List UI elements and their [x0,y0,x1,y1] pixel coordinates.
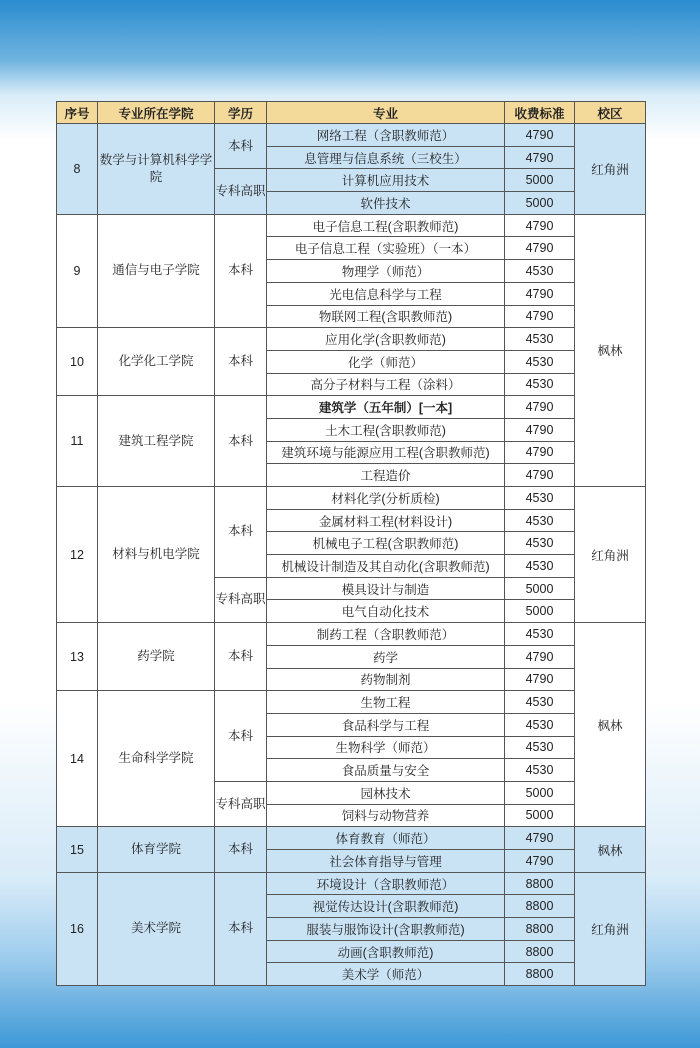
fee-cell: 4530 [505,328,575,351]
level-cell: 本科 [215,214,267,327]
major-cell: 化学（师范） [267,350,505,373]
level-cell: 本科 [215,396,267,487]
level-cell: 本科 [215,623,267,691]
major-cell: 土木工程(含职教师范) [267,418,505,441]
fee-cell: 4530 [505,713,575,736]
major-cell: 饲料与动物营养 [267,804,505,827]
header-major: 专业 [267,102,505,124]
major-cell: 应用化学(含职教师范) [267,328,505,351]
campus-cell: 枫林 [575,827,646,872]
fee-cell: 4530 [505,487,575,510]
major-cell: 制药工程（含职教师范） [267,623,505,646]
major-cell: 电气自动化技术 [267,600,505,623]
header-college: 专业所在学院 [98,102,215,124]
college-cell: 化学化工学院 [98,328,215,396]
major-cell: 园林技术 [267,781,505,804]
major-cell: 高分子材料与工程（涂料） [267,373,505,396]
major-cell: 生物工程 [267,691,505,714]
college-cell: 建筑工程学院 [98,396,215,487]
college-cell: 体育学院 [98,827,215,872]
header-campus: 校区 [575,102,646,124]
major-cell: 社会体育指导与管理 [267,850,505,873]
table-row [57,487,646,510]
fee-cell: 4790 [505,441,575,464]
major-cell: 动画(含职教师范) [267,940,505,963]
major-cell: 物联网工程(含职教师范) [267,305,505,328]
major-cell: 物理学（师范） [267,260,505,283]
major-cell: 食品质量与安全 [267,759,505,782]
fee-cell: 4790 [505,305,575,328]
fee-cell: 8800 [505,895,575,918]
major-cell: 工程造价 [267,464,505,487]
major-cell: 生物科学（师范） [267,736,505,759]
table-row [57,124,646,147]
level-cell: 专科高职 [215,781,267,826]
fee-cell: 4790 [505,668,575,691]
seq-cell: 8 [57,124,98,215]
major-cell: 电子信息工程(含职教师范) [267,214,505,237]
major-cell: 体育教育（师范） [267,827,505,850]
major-cell: 网络工程（含职教师范） [267,124,505,147]
table-row [57,691,646,714]
fee-cell: 5000 [505,804,575,827]
fee-cell: 4530 [505,691,575,714]
level-cell: 本科 [215,124,267,169]
seq-cell: 9 [57,214,98,327]
seq-cell: 10 [57,328,98,396]
major-cell: 光电信息科学与工程 [267,282,505,305]
major-cell: 息管理与信息系统（三校生） [267,146,505,169]
fee-table [56,101,646,986]
table-body [57,124,646,986]
campus-cell: 枫林 [575,623,646,827]
fee-cell: 4530 [505,555,575,578]
level-cell: 本科 [215,827,267,872]
header-row [57,102,646,124]
table-row [57,872,646,895]
fee-cell: 4530 [505,509,575,532]
fee-cell: 8800 [505,872,575,895]
fee-cell: 4530 [505,736,575,759]
major-cell: 视觉传达设计(含职教师范) [267,895,505,918]
fee-cell: 4530 [505,759,575,782]
fee-cell: 4790 [505,827,575,850]
major-cell: 机械设计制造及其自动化(含职教师范) [267,555,505,578]
fee-cell: 4530 [505,260,575,283]
seq-cell: 13 [57,623,98,691]
fee-cell: 5000 [505,192,575,215]
fee-cell: 4790 [505,237,575,260]
major-cell: 服装与服饰设计(含职教师范) [267,918,505,941]
table-row [57,328,646,351]
seq-cell: 15 [57,827,98,872]
campus-cell: 红角洲 [575,487,646,623]
college-cell: 药学院 [98,623,215,691]
fee-cell: 5000 [505,169,575,192]
major-cell: 药学 [267,645,505,668]
major-cell: 建筑学（五年制）[一本] [267,396,505,419]
fee-cell: 4790 [505,146,575,169]
fee-cell: 4790 [505,282,575,305]
seq-cell: 16 [57,872,98,985]
fee-cell: 4790 [505,850,575,873]
campus-cell: 红角洲 [575,872,646,985]
header-level: 学历 [215,102,267,124]
table-row [57,214,646,237]
fee-cell: 4790 [505,124,575,147]
level-cell: 本科 [215,872,267,985]
fee-cell: 8800 [505,963,575,986]
major-cell: 模具设计与制造 [267,577,505,600]
major-cell: 食品科学与工程 [267,713,505,736]
seq-cell: 14 [57,691,98,827]
table-row [57,396,646,419]
major-cell: 材料化学(分析质检) [267,487,505,510]
college-cell: 通信与电子学院 [98,214,215,327]
fee-cell: 4790 [505,214,575,237]
major-cell: 电子信息工程（实验班）（一本） [267,237,505,260]
campus-cell: 枫林 [575,214,646,486]
level-cell: 本科 [215,328,267,396]
fee-cell: 4790 [505,418,575,441]
table-row [57,827,646,850]
major-cell: 药物制剂 [267,668,505,691]
fee-cell: 5000 [505,577,575,600]
level-cell: 本科 [215,691,267,782]
college-cell: 美术学院 [98,872,215,985]
level-cell: 本科 [215,487,267,578]
major-cell: 软件技术 [267,192,505,215]
fee-cell: 4530 [505,532,575,555]
fee-cell: 5000 [505,600,575,623]
header-seq: 序号 [57,102,98,124]
level-cell: 专科高职 [215,577,267,622]
fee-cell: 5000 [505,781,575,804]
major-cell: 环境设计（含职教师范） [267,872,505,895]
college-cell: 数学与计算机科学学院 [98,124,215,215]
major-cell: 美术学（师范） [267,963,505,986]
fee-cell: 4790 [505,396,575,419]
college-cell: 材料与机电学院 [98,487,215,623]
fee-cell: 4530 [505,350,575,373]
fee-cell: 8800 [505,940,575,963]
major-cell: 机械电子工程(含职教师范) [267,532,505,555]
campus-cell: 红角洲 [575,124,646,215]
seq-cell: 11 [57,396,98,487]
level-cell: 专科高职 [215,169,267,214]
major-cell: 建筑环境与能源应用工程(含职教师范) [267,441,505,464]
table-row [57,623,646,646]
fee-cell: 8800 [505,918,575,941]
fee-cell: 4530 [505,373,575,396]
fee-cell: 4530 [505,623,575,646]
major-cell: 金属材料工程(材料设计) [267,509,505,532]
header-fee: 收费标准 [505,102,575,124]
seq-cell: 12 [57,487,98,623]
fee-cell: 4790 [505,464,575,487]
major-cell: 计算机应用技术 [267,169,505,192]
college-cell: 生命科学学院 [98,691,215,827]
fee-cell: 4790 [505,645,575,668]
